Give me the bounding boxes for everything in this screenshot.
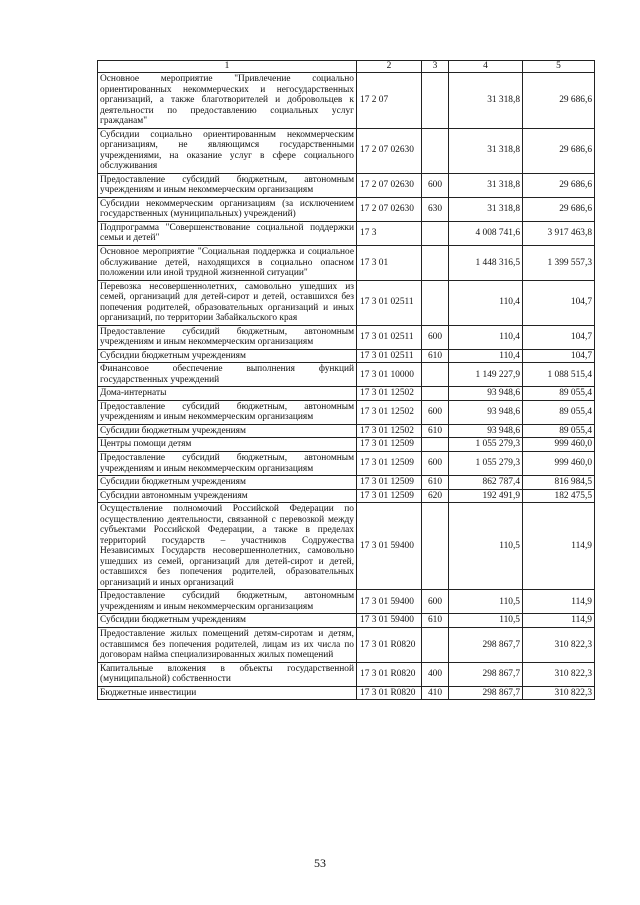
row-code-cell: 17 3 01 12502 (357, 424, 422, 438)
column-header-1: 1 (98, 61, 357, 73)
row-type-cell (422, 221, 449, 245)
row-name-cell: Субсидии бюджетным учреждениям (98, 424, 357, 438)
row-type-cell: 600 (422, 173, 449, 197)
table-row (98, 197, 595, 221)
row-value-2019-cell: 1 055 279,3 (449, 452, 523, 476)
row-type-cell: 610 (422, 424, 449, 438)
row-name-cell: Субсидии автономным учреждениям (98, 489, 357, 503)
row-name-cell: Предоставление субсидий бюджетным, автономным учреждениям и иным некоммерческим организациям (98, 452, 357, 476)
row-code-cell: 17 3 01 (357, 245, 422, 280)
row-code-cell: 17 3 01 10000 (357, 363, 422, 387)
row-type-cell: 600 (422, 400, 449, 424)
row-value-2020-cell: 89 055,4 (523, 424, 595, 438)
row-value-2020-cell: 999 460,0 (523, 438, 595, 452)
row-code-cell: 17 3 01 R0820 (357, 662, 422, 686)
table-row (98, 349, 595, 363)
row-value-2020-cell: 816 984,5 (523, 476, 595, 490)
table-row (98, 627, 595, 662)
row-value-2020-cell: 29 686,6 (523, 73, 595, 129)
row-name-cell: Предоставление субсидий бюджетным, автономным учреждениям и иным некоммерческим организациям (98, 590, 357, 614)
row-type-cell: 610 (422, 476, 449, 490)
row-value-2019-cell: 298 867,7 (449, 627, 523, 662)
table-row (98, 503, 595, 590)
row-code-cell: 17 3 (357, 221, 422, 245)
row-value-2020-cell: 310 822,3 (523, 662, 595, 686)
row-value-2020-cell: 89 055,4 (523, 400, 595, 424)
row-name-cell: Предоставление жилых помещений детям-сиротам и детям, оставшимся без попечения родителей, лицам из их числа по договорам найма специализированных жилых помещений (98, 627, 357, 662)
row-value-2020-cell: 1 399 557,3 (523, 245, 595, 280)
row-name-cell: Финансовое обеспечение выполнения функций государственных учреждений (98, 363, 357, 387)
row-value-2019-cell: 110,5 (449, 590, 523, 614)
row-value-2020-cell: 114,9 (523, 614, 595, 628)
row-value-2019-cell: 862 787,4 (449, 476, 523, 490)
row-type-cell (422, 245, 449, 280)
row-value-2020-cell: 29 686,6 (523, 128, 595, 173)
row-value-2019-cell: 110,4 (449, 325, 523, 349)
column-header-4: 4 (449, 61, 523, 73)
row-value-2019-cell: 93 948,6 (449, 387, 523, 401)
row-type-cell (422, 503, 449, 590)
row-value-2019-cell: 1 055 279,3 (449, 438, 523, 452)
table-row (98, 489, 595, 503)
column-header-3: 3 (422, 61, 449, 73)
row-type-cell: 600 (422, 590, 449, 614)
table-row (98, 662, 595, 686)
table-row (98, 614, 595, 628)
row-value-2020-cell: 104,7 (523, 349, 595, 363)
row-value-2019-cell: 1 448 316,5 (449, 245, 523, 280)
row-type-cell (422, 280, 449, 325)
row-value-2020-cell: 89 055,4 (523, 387, 595, 401)
row-type-cell (422, 128, 449, 173)
row-code-cell: 17 3 01 59400 (357, 614, 422, 628)
row-value-2020-cell: 1 088 515,4 (523, 363, 595, 387)
row-name-cell: Предоставление субсидий бюджетным, автономным учреждениям и иным некоммерческим организациям (98, 325, 357, 349)
row-value-2020-cell: 29 686,6 (523, 197, 595, 221)
row-value-2019-cell: 31 318,8 (449, 173, 523, 197)
table-row (98, 424, 595, 438)
table-row (98, 221, 595, 245)
page-number: 53 (314, 856, 326, 870)
row-value-2019-cell: 110,4 (449, 280, 523, 325)
row-value-2020-cell: 104,7 (523, 325, 595, 349)
row-code-cell: 17 3 01 02511 (357, 349, 422, 363)
table-row (98, 173, 595, 197)
table-row (98, 400, 595, 424)
row-name-cell: Бюджетные инвестиции (98, 686, 357, 700)
row-value-2019-cell: 1 149 227,9 (449, 363, 523, 387)
row-name-cell: Субсидии бюджетным учреждениям (98, 476, 357, 490)
row-value-2019-cell: 93 948,6 (449, 400, 523, 424)
row-type-cell: 610 (422, 349, 449, 363)
row-code-cell: 17 2 07 02630 (357, 197, 422, 221)
row-value-2019-cell: 93 948,6 (449, 424, 523, 438)
row-value-2019-cell: 298 867,7 (449, 662, 523, 686)
row-value-2019-cell: 31 318,8 (449, 128, 523, 173)
row-value-2020-cell: 29 686,6 (523, 173, 595, 197)
row-value-2019-cell: 110,4 (449, 349, 523, 363)
row-code-cell: 17 3 01 12509 (357, 438, 422, 452)
row-code-cell: 17 3 01 R0820 (357, 686, 422, 700)
row-name-cell: Капитальные вложения в объекты государственной (муниципальной) собственности (98, 662, 357, 686)
budget-table (97, 60, 595, 700)
column-header-2: 2 (357, 61, 422, 73)
row-code-cell: 17 3 01 12509 (357, 452, 422, 476)
row-value-2020-cell: 3 917 463,8 (523, 221, 595, 245)
row-type-cell: 400 (422, 662, 449, 686)
row-value-2019-cell: 110,5 (449, 503, 523, 590)
row-code-cell: 17 2 07 02630 (357, 173, 422, 197)
row-value-2019-cell: 298 867,7 (449, 686, 523, 700)
row-name-cell: Субсидии бюджетным учреждениям (98, 349, 357, 363)
table-row (98, 590, 595, 614)
row-name-cell: Основное мероприятие "Привлечение социально ориентированных некоммерческих и негосударственных организаций, а также благотворителей и добровольцев к деятельности по предоставлению социальных услуг гражданам" (98, 73, 357, 129)
row-name-cell: Центры помощи детям (98, 438, 357, 452)
row-type-cell (422, 363, 449, 387)
row-name-cell: Предоставление субсидий бюджетным, автономным учреждениям и иным некоммерческим организациям (98, 400, 357, 424)
row-code-cell: 17 3 01 R0820 (357, 627, 422, 662)
row-code-cell: 17 3 01 59400 (357, 590, 422, 614)
row-name-cell: Субсидии социально ориентированным некоммерческим организациям, не являющимся государственными учреждениями, на оказание услуг в сфере социального обслуживания (98, 128, 357, 173)
table-row (98, 73, 595, 129)
table-row (98, 476, 595, 490)
row-name-cell: Основное мероприятие "Социальная поддержка и социальное обслуживание детей, находящихся в социально опасном положении или иной трудной жизненной ситуации" (98, 245, 357, 280)
table-row (98, 325, 595, 349)
table-header-row (98, 61, 595, 73)
row-code-cell: 17 3 01 02511 (357, 325, 422, 349)
row-type-cell (422, 387, 449, 401)
row-name-cell: Подпрограмма "Совершенствование социальной поддержки семьи и детей" (98, 221, 357, 245)
table-row (98, 686, 595, 700)
table-row (98, 387, 595, 401)
row-type-cell: 620 (422, 489, 449, 503)
column-header-5: 5 (523, 61, 595, 73)
table-row (98, 245, 595, 280)
row-type-cell: 600 (422, 452, 449, 476)
row-code-cell: 17 3 01 12502 (357, 387, 422, 401)
row-code-cell: 17 2 07 02630 (357, 128, 422, 173)
row-type-cell: 610 (422, 614, 449, 628)
row-value-2020-cell: 114,9 (523, 590, 595, 614)
row-type-cell: 630 (422, 197, 449, 221)
row-type-cell (422, 438, 449, 452)
row-value-2020-cell: 182 475,5 (523, 489, 595, 503)
row-code-cell: 17 2 07 (357, 73, 422, 129)
row-value-2019-cell: 31 318,8 (449, 197, 523, 221)
row-name-cell: Дома-интернаты (98, 387, 357, 401)
table-row (98, 363, 595, 387)
row-value-2020-cell: 999 460,0 (523, 452, 595, 476)
row-code-cell: 17 3 01 12502 (357, 400, 422, 424)
row-value-2020-cell: 310 822,3 (523, 627, 595, 662)
row-value-2020-cell: 104,7 (523, 280, 595, 325)
row-code-cell: 17 3 01 12509 (357, 476, 422, 490)
row-value-2020-cell: 310 822,3 (523, 686, 595, 700)
row-value-2020-cell: 114,9 (523, 503, 595, 590)
row-value-2019-cell: 31 318,8 (449, 73, 523, 129)
row-code-cell: 17 3 01 59400 (357, 503, 422, 590)
row-code-cell: 17 3 01 02511 (357, 280, 422, 325)
row-type-cell: 410 (422, 686, 449, 700)
row-name-cell: Предоставление субсидий бюджетным, автономным учреждениям и иным некоммерческим организациям (98, 173, 357, 197)
row-value-2019-cell: 4 008 741,6 (449, 221, 523, 245)
row-name-cell: Осуществление полномочий Российской Федерации по осуществлению деятельности, связанной с перевозкой между субъектами Российской Федерации, а также в пределах территорий государств – участников Содружества Независимых Государств несовершеннолетних, самовольно ушедших из семей, организаций для детей-сирот и детей, оставшихся без попечения родителей, образовательных организаций и иных организаций (98, 503, 357, 590)
table-row (98, 280, 595, 325)
row-value-2019-cell: 192 491,9 (449, 489, 523, 503)
table-row (98, 128, 595, 173)
row-value-2019-cell: 110,5 (449, 614, 523, 628)
row-name-cell: Субсидии некоммерческим организациям (за исключением государственных (муниципальных) учреждений) (98, 197, 357, 221)
row-name-cell: Субсидии бюджетным учреждениям (98, 614, 357, 628)
row-type-cell (422, 627, 449, 662)
row-type-cell (422, 73, 449, 129)
table-row (98, 452, 595, 476)
table-row (98, 438, 595, 452)
row-name-cell: Перевозка несовершеннолетних, самовольно ушедших из семей, организаций для детей-сирот и детей, оставшихся без попечения родителей, образовательных организаций и иных организаций, по территории Забайкальского края (98, 280, 357, 325)
row-type-cell: 600 (422, 325, 449, 349)
row-code-cell: 17 3 01 12509 (357, 489, 422, 503)
